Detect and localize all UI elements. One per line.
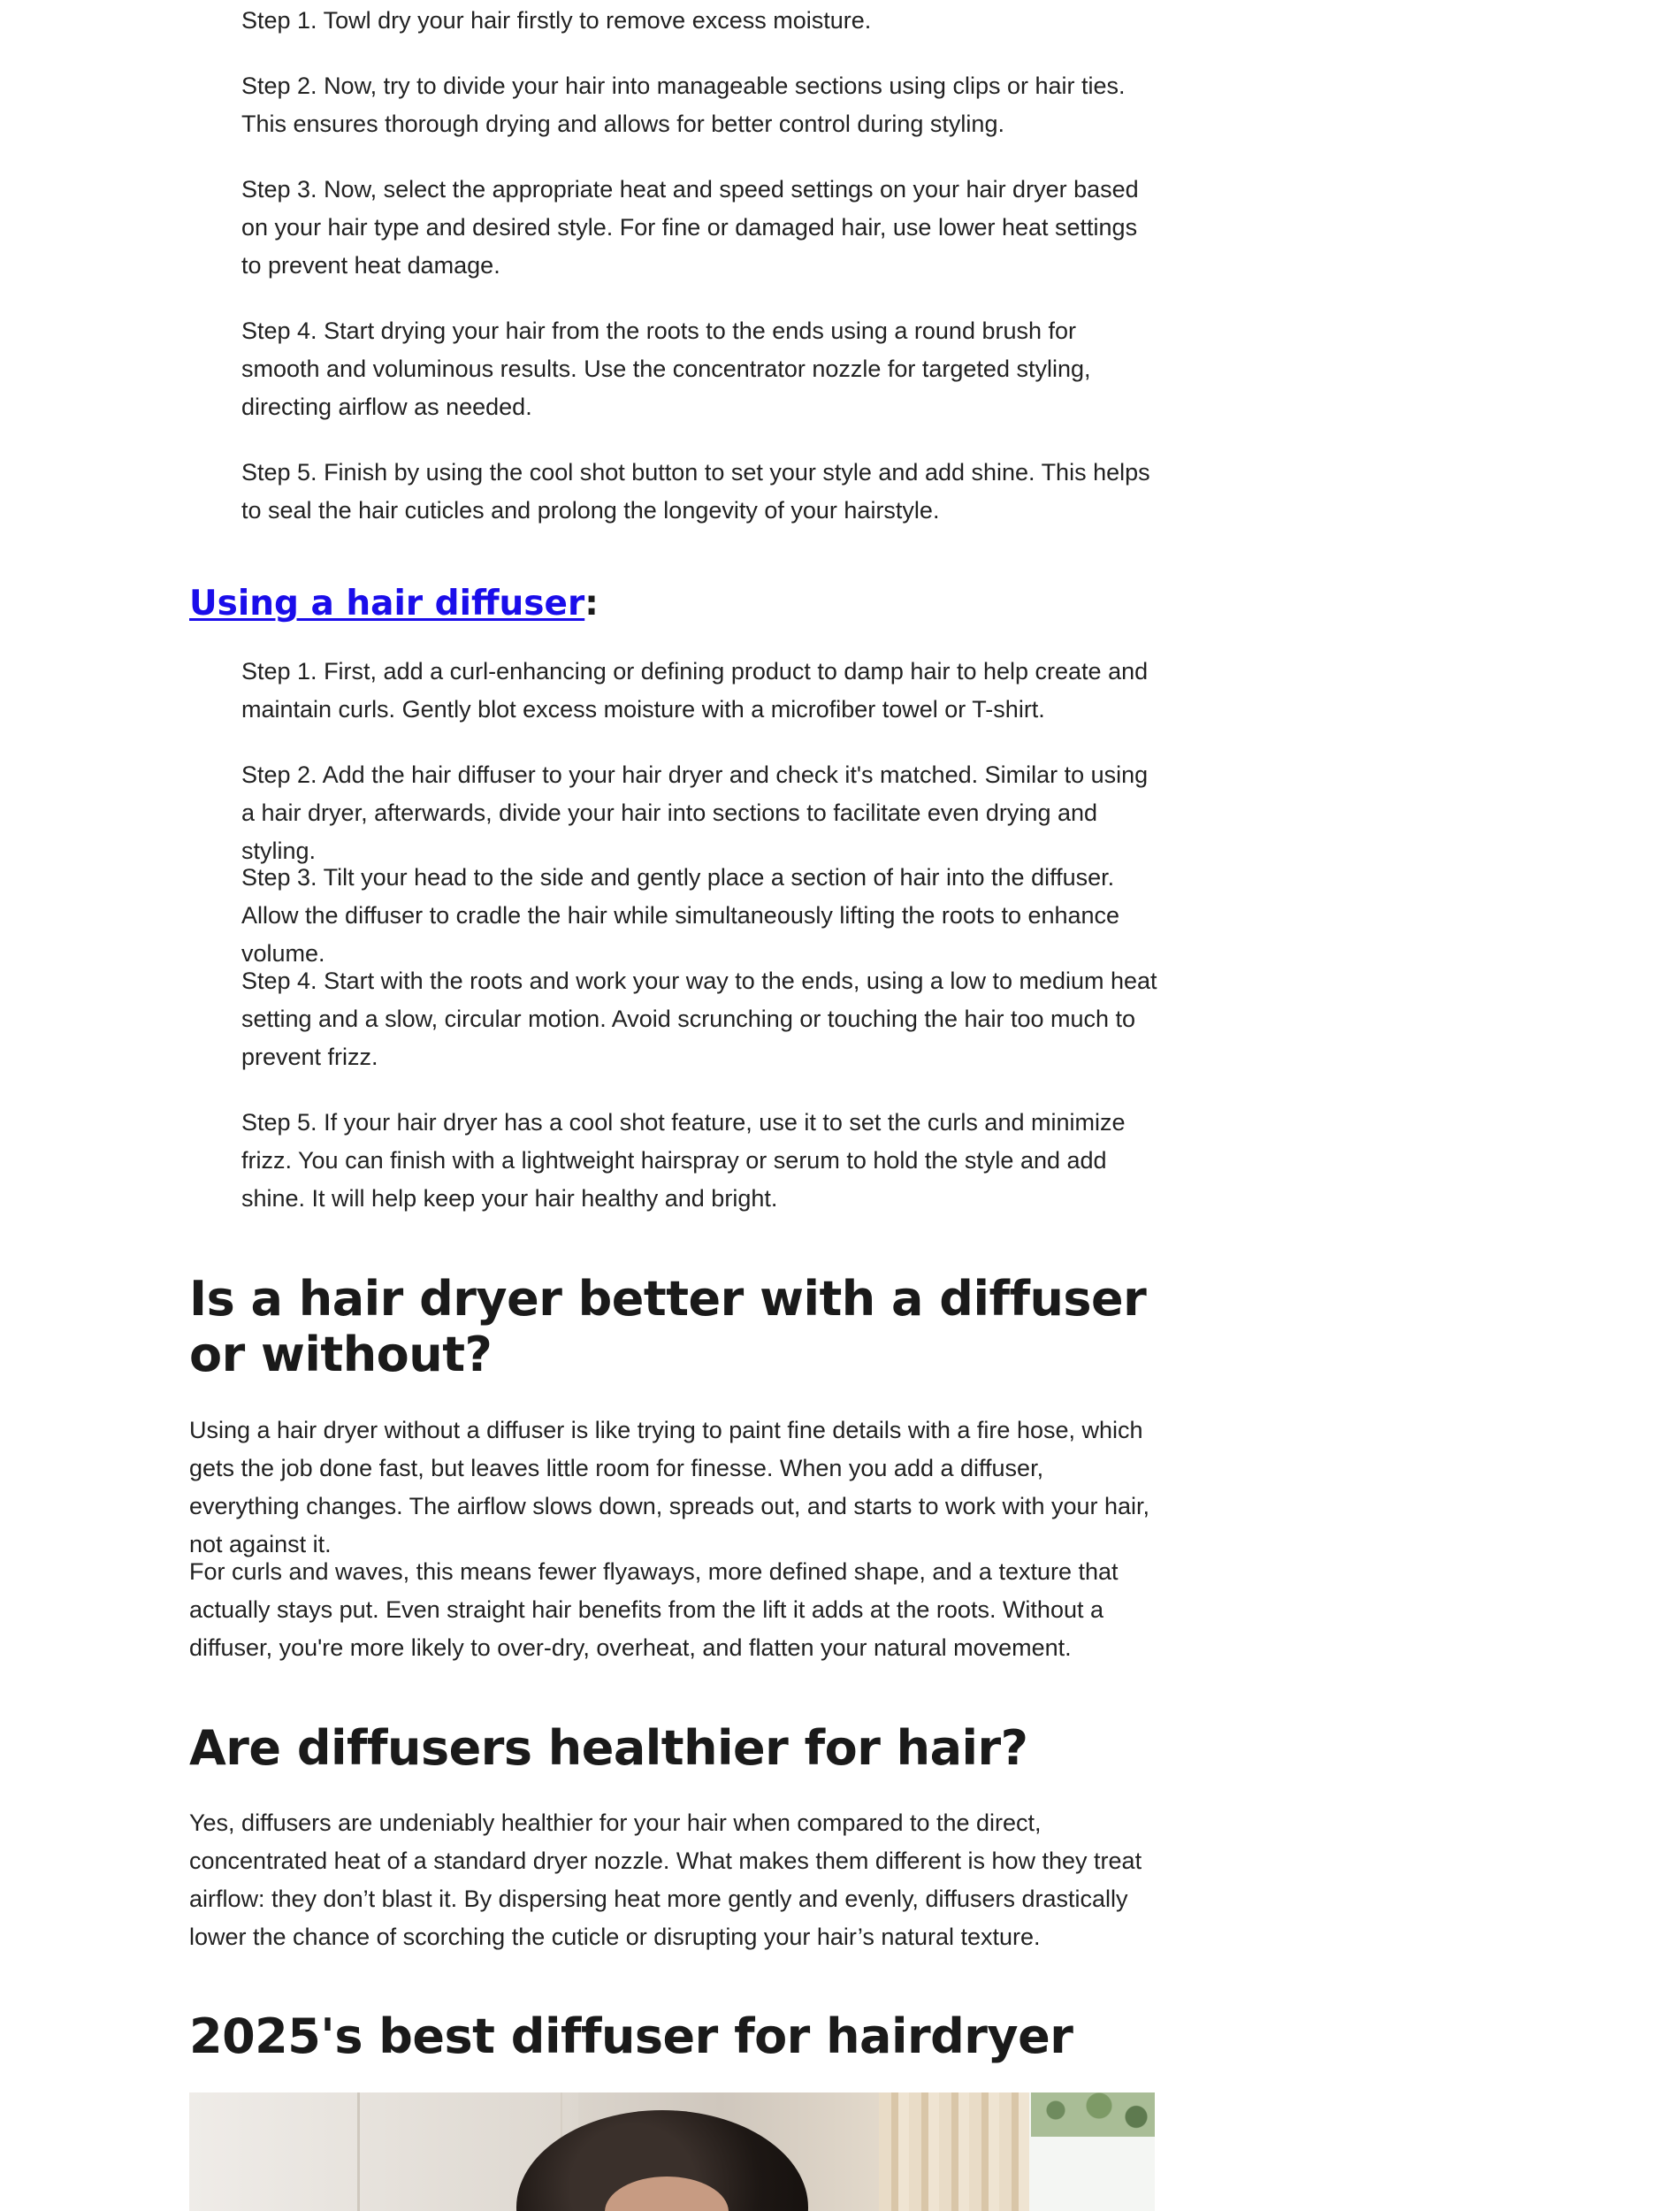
subheading-colon: : [584,584,599,624]
diffuser-step-3: Step 3. Tilt your head to the side and gently place a section of hair into the diffuser. Allow the diffuser to cradle the hair while simultaneously lifting the roots to enhance volume. [241,864,1120,967]
diffuser-step-5: Step 5. If your hair dryer has a cool shot feature, use it to set the curls and minimize frizz. You can finish with a lightweight hairspray or serum to hold the style and add shine. It will help keep your hair healthy and bright. [241,1109,1126,1212]
best-diffuser-hero-image [189,2092,1155,2211]
image-foliage [1031,2092,1155,2137]
better-paragraph-1: Using a hair dryer without a diffuser is like trying to paint fine details with a fire hose, which gets the job done fast, but leaves little room for finesse. When you add a diffuser, everything changes. The airflow slows down, spreads out, and starts to work with your hair, not against it. [189,1417,1150,1557]
heading-diffusers-healthier: Are diffusers healthier for hair? [189,1720,1028,1776]
diffuser-step-4: Step 4. Start with the roots and work your way to the ends, using a low to medium heat setting and a slow, circular motion. Avoid scrunching or touching the hair too much to prevent frizz. [241,968,1157,1070]
diffuser-step-1: Step 1. First, add a curl-enhancing or defining product to damp hair to help create and maintain curls. Gently blot excess moisture with a microfiber towel or T-shirt. [241,658,1149,723]
dryer-step-1: Step 1. Towl dry your hair firstly to remove excess moisture. [241,7,872,34]
using-hair-diffuser-link[interactable]: Using a hair diffuser [189,584,585,624]
diffuser-step-2: Step 2. Add the hair diffuser to your hair dryer and check it's matched. Similar to using a hair dryer, afterwards, divide your hair into sections to facilitate even drying and styling. [241,761,1149,864]
heading-best-diffuser-2025: 2025's best diffuser for hairdryer [189,2008,1073,2064]
dryer-step-2: Step 2. Now, try to divide your hair into manageable sections using clips or hair ties. This ensures thorough drying and allows for better control during styling. [241,73,1126,137]
image-door-edge [357,2092,360,2211]
dryer-step-3: Step 3. Now, select the appropriate heat and speed settings on your hair dryer based on your hair type and desired style. For fine or damaged hair, use lower heat settings to prevent heat damage. [241,176,1139,279]
dryer-step-5: Step 5. Finish by using the cool shot button to set your style and add shine. This helps to seal the hair cuticles and prolong the longevity of your hairstyle. [241,459,1150,524]
diffuser-subheading [189,582,1155,626]
healthier-paragraph-1: Yes, diffusers are undeniably healthier for your hair when compared to the direct, concentrated heat of a standard dryer nozzle. What makes them different is how they treat airflow: they don’t blast it. By dispersing heat more gently and evenly, diffusers drastically lower the chance of scorching the cuticle or disrupting your hair’s natural texture. [189,1809,1142,1950]
heading-better-with-diffuser: Is a hair dryer better with a diffuser or without? [189,1271,1147,1382]
dryer-step-4: Step 4. Start drying your hair from the roots to the ends using a round brush for smooth and voluminous results. Use the concentrator nozzle for targeted styling, directing airflow as needed. [241,317,1091,420]
better-paragraph-2: For curls and waves, this means fewer flyaways, more defined shape, and a texture that actually stays put. Even straight hair benefits from the lift it adds at the roots. Without a diffuser, you're more likely to over-dry, overheat, and flatten your natural movement. [189,1558,1119,1661]
image-curtain [879,2092,1029,2211]
